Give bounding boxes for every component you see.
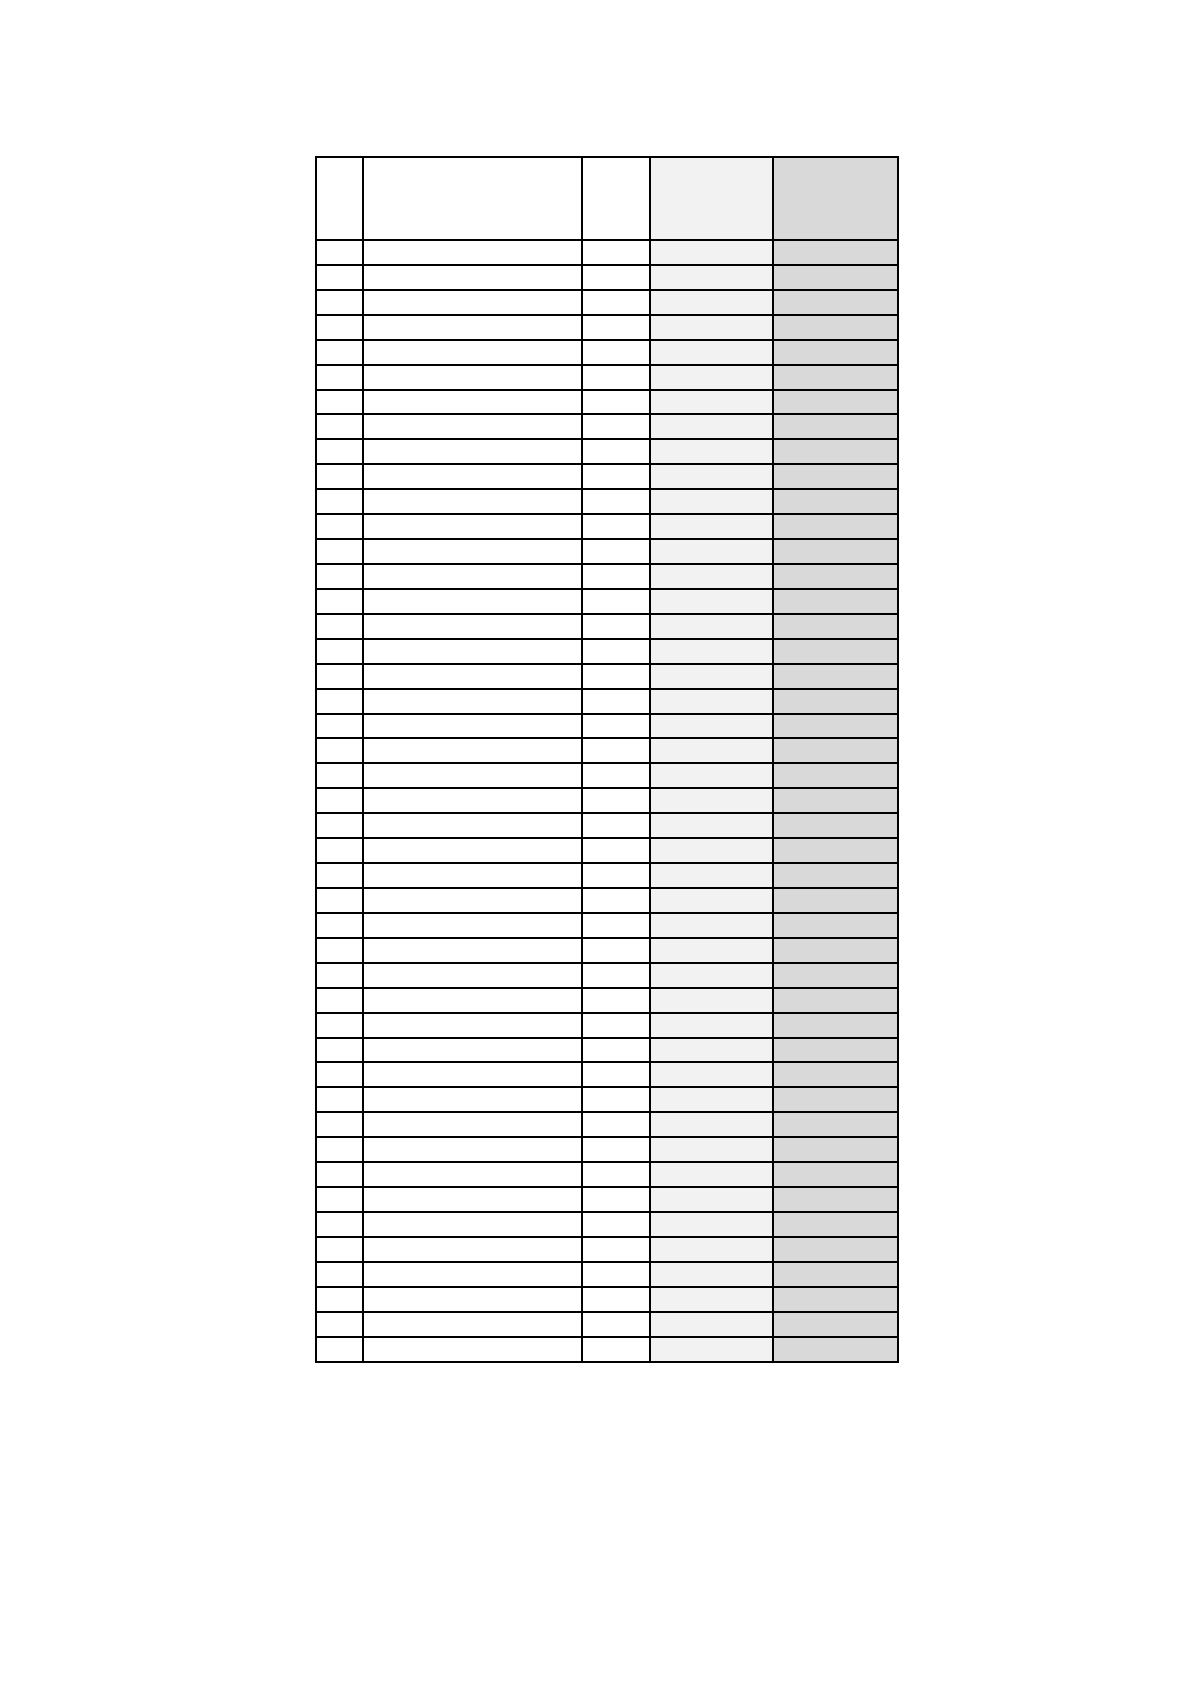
table-cell: [773, 589, 898, 614]
table-cell: [363, 664, 582, 689]
table-cell: [316, 1062, 363, 1087]
table-cell: [582, 290, 650, 315]
table-cell: [582, 838, 650, 863]
table-cell: [363, 863, 582, 888]
table-cell: [316, 1013, 363, 1038]
header-cell-2: [363, 157, 582, 240]
table-cell: [650, 514, 773, 539]
table-cell: [773, 938, 898, 963]
table-cell: [582, 489, 650, 514]
table-cell: [316, 913, 363, 938]
table-cell: [363, 988, 582, 1013]
table-cell: [363, 738, 582, 763]
table-row: [316, 1162, 898, 1187]
table-cell: [773, 664, 898, 689]
table-cell: [650, 1312, 773, 1337]
table-row: [316, 1062, 898, 1087]
table-row: [316, 813, 898, 838]
table-cell: [773, 1162, 898, 1187]
table-cell: [773, 988, 898, 1013]
table-cell: [582, 315, 650, 340]
table-row: [316, 664, 898, 689]
table-cell: [650, 240, 773, 265]
table-cell: [363, 390, 582, 415]
table-cell: [316, 1337, 363, 1362]
table-cell: [650, 1337, 773, 1362]
table-cell: [582, 614, 650, 639]
table-row: [316, 938, 898, 963]
table-cell: [582, 788, 650, 813]
table-cell: [650, 963, 773, 988]
table-cell: [582, 1013, 650, 1038]
table-cell: [650, 863, 773, 888]
table-cell: [363, 614, 582, 639]
blank-form-table: [315, 156, 899, 1363]
table-cell: [650, 788, 773, 813]
table-cell: [650, 614, 773, 639]
table-cell: [773, 614, 898, 639]
table-cell: [316, 614, 363, 639]
table-cell: [650, 1137, 773, 1162]
table-cell: [582, 738, 650, 763]
table-cell: [650, 290, 773, 315]
table-cell: [363, 689, 582, 714]
table-cell: [582, 689, 650, 714]
table-cell: [363, 1087, 582, 1112]
table-cell: [773, 1013, 898, 1038]
table-row: [316, 614, 898, 639]
table-cell: [773, 639, 898, 664]
table-row: [316, 1087, 898, 1112]
table-cell: [773, 514, 898, 539]
table-cell: [316, 813, 363, 838]
table-cell: [316, 414, 363, 439]
table-cell: [316, 1187, 363, 1212]
table-cell: [363, 240, 582, 265]
table-row: [316, 1038, 898, 1063]
table-cell: [582, 938, 650, 963]
table-cell: [363, 763, 582, 788]
table-row: [316, 714, 898, 739]
table-cell: [773, 888, 898, 913]
table-cell: [650, 1187, 773, 1212]
table-cell: [582, 963, 650, 988]
table-cell: [650, 838, 773, 863]
table-cell: [773, 788, 898, 813]
table-cell: [773, 340, 898, 365]
table-cell: [363, 589, 582, 614]
table-cell: [773, 290, 898, 315]
header-row: [316, 157, 898, 240]
table-cell: [363, 1187, 582, 1212]
table-cell: [363, 788, 582, 813]
table-cell: [582, 763, 650, 788]
table-cell: [773, 265, 898, 290]
table-cell: [773, 439, 898, 464]
table-row: [316, 315, 898, 340]
table-cell: [316, 763, 363, 788]
table-cell: [650, 763, 773, 788]
table-cell: [773, 1312, 898, 1337]
table-cell: [582, 1287, 650, 1312]
table-cell: [363, 340, 582, 365]
table-cell: [773, 1137, 898, 1162]
table-cell: [363, 938, 582, 963]
table-row: [316, 240, 898, 265]
table-row: [316, 290, 898, 315]
table-row: [316, 589, 898, 614]
table-cell: [650, 414, 773, 439]
table-row: [316, 439, 898, 464]
table-cell: [363, 414, 582, 439]
table-cell: [363, 963, 582, 988]
header-cell-3: [582, 157, 650, 240]
table-cell: [316, 1162, 363, 1187]
table-cell: [316, 439, 363, 464]
table-row: [316, 988, 898, 1013]
table-cell: [650, 988, 773, 1013]
table-cell: [650, 1013, 773, 1038]
table-cell: [582, 863, 650, 888]
table-cell: [650, 1112, 773, 1137]
table-cell: [582, 340, 650, 365]
table-cell: [650, 1262, 773, 1287]
table-cell: [650, 938, 773, 963]
table-cell: [316, 888, 363, 913]
table-cell: [650, 1162, 773, 1187]
table-cell: [363, 1312, 582, 1337]
table-row: [316, 1137, 898, 1162]
table-cell: [582, 1137, 650, 1162]
table-cell: [582, 888, 650, 913]
table-cell: [316, 1038, 363, 1063]
table-row: [316, 1187, 898, 1212]
table-cell: [650, 689, 773, 714]
table-cell: [773, 1187, 898, 1212]
table-cell: [650, 813, 773, 838]
table-cell: [582, 414, 650, 439]
table-cell: [316, 1312, 363, 1337]
table-row: [316, 1112, 898, 1137]
table-cell: [316, 315, 363, 340]
table-cell: [363, 1137, 582, 1162]
table-cell: [363, 639, 582, 664]
table-cell: [316, 788, 363, 813]
table-cell: [316, 1212, 363, 1237]
table-cell: [316, 689, 363, 714]
table-cell: [363, 290, 582, 315]
table-cell: [773, 390, 898, 415]
table-cell: [582, 1262, 650, 1287]
table-cell: [316, 390, 363, 415]
table-cell: [363, 1038, 582, 1063]
table-row: [316, 639, 898, 664]
table-cell: [650, 1212, 773, 1237]
table-cell: [363, 539, 582, 564]
table-cell: [773, 464, 898, 489]
table-cell: [316, 1287, 363, 1312]
table-row: [316, 464, 898, 489]
table-row: [316, 340, 898, 365]
table-cell: [773, 315, 898, 340]
table-cell: [316, 240, 363, 265]
table-header: [316, 157, 898, 240]
table-cell: [773, 489, 898, 514]
table-cell: [582, 1162, 650, 1187]
table-row: [316, 1212, 898, 1237]
table-body: [316, 240, 898, 1362]
table-cell: [363, 1337, 582, 1362]
table-cell: [582, 1112, 650, 1137]
table-cell: [316, 988, 363, 1013]
table-cell: [650, 439, 773, 464]
table-cell: [363, 1013, 582, 1038]
table-cell: [316, 1237, 363, 1262]
table-cell: [363, 464, 582, 489]
table-row: [316, 539, 898, 564]
table-cell: [773, 1087, 898, 1112]
table-cell: [582, 1062, 650, 1087]
table-cell: [316, 863, 363, 888]
table-cell: [363, 1237, 582, 1262]
table-row: [316, 1287, 898, 1312]
table-cell: [582, 365, 650, 390]
table-row: [316, 414, 898, 439]
table-cell: [650, 464, 773, 489]
table-cell: [316, 564, 363, 589]
table-cell: [363, 439, 582, 464]
table-cell: [316, 589, 363, 614]
table-row: [316, 763, 898, 788]
table-cell: [773, 414, 898, 439]
table-cell: [650, 738, 773, 763]
table-cell: [316, 514, 363, 539]
table-row: [316, 564, 898, 589]
header-cell-4: [650, 157, 773, 240]
table-cell: [582, 265, 650, 290]
table-cell: [582, 714, 650, 739]
table-cell: [582, 1187, 650, 1212]
table-cell: [773, 763, 898, 788]
table-cell: [316, 340, 363, 365]
table-row: [316, 963, 898, 988]
table-cell: [363, 1162, 582, 1187]
table-cell: [582, 589, 650, 614]
table-cell: [773, 1062, 898, 1087]
table-cell: [363, 913, 582, 938]
table-cell: [650, 1237, 773, 1262]
table-cell: [316, 1137, 363, 1162]
table-row: [316, 788, 898, 813]
table-cell: [363, 1262, 582, 1287]
table-cell: [773, 1262, 898, 1287]
header-cell-5: [773, 157, 898, 240]
table-cell: [650, 539, 773, 564]
table-cell: [582, 1237, 650, 1262]
table-row: [316, 489, 898, 514]
table-cell: [773, 1038, 898, 1063]
table-cell: [650, 1287, 773, 1312]
table-cell: [582, 639, 650, 664]
table-cell: [582, 240, 650, 265]
table-cell: [363, 888, 582, 913]
table-cell: [582, 1212, 650, 1237]
table-cell: [316, 1112, 363, 1137]
table-cell: [582, 1312, 650, 1337]
table-cell: [316, 290, 363, 315]
table-row: [316, 913, 898, 938]
table-cell: [582, 439, 650, 464]
table-cell: [650, 564, 773, 589]
table-cell: [773, 1337, 898, 1362]
table-cell: [363, 315, 582, 340]
table-cell: [363, 1212, 582, 1237]
table-cell: [650, 340, 773, 365]
table-cell: [363, 564, 582, 589]
table-cell: [650, 714, 773, 739]
table-cell: [650, 913, 773, 938]
table-cell: [363, 1112, 582, 1137]
table-cell: [650, 664, 773, 689]
table-cell: [316, 539, 363, 564]
table-cell: [650, 589, 773, 614]
table-row: [316, 738, 898, 763]
table-row: [316, 863, 898, 888]
table-row: [316, 1237, 898, 1262]
table-row: [316, 1013, 898, 1038]
table-cell: [773, 714, 898, 739]
table-cell: [316, 714, 363, 739]
table-cell: [773, 813, 898, 838]
table-cell: [650, 1087, 773, 1112]
table-row: [316, 1312, 898, 1337]
table-cell: [316, 265, 363, 290]
table-cell: [773, 863, 898, 888]
table-cell: [773, 365, 898, 390]
table-cell: [773, 963, 898, 988]
table-cell: [650, 639, 773, 664]
table-cell: [582, 390, 650, 415]
table-cell: [316, 963, 363, 988]
table-row: [316, 838, 898, 863]
table-cell: [582, 813, 650, 838]
table-cell: [363, 365, 582, 390]
table-cell: [650, 315, 773, 340]
table-cell: [650, 1062, 773, 1087]
table-cell: [316, 464, 363, 489]
table-cell: [363, 489, 582, 514]
table-row: [316, 1262, 898, 1287]
table-cell: [582, 1038, 650, 1063]
table-cell: [316, 639, 363, 664]
table-row: [316, 689, 898, 714]
table-cell: [582, 1087, 650, 1112]
table-cell: [582, 1337, 650, 1362]
table-cell: [773, 1237, 898, 1262]
table-cell: [582, 564, 650, 589]
table-cell: [363, 714, 582, 739]
table-cell: [316, 838, 363, 863]
table-cell: [316, 1087, 363, 1112]
table-cell: [316, 1262, 363, 1287]
header-cell-1: [316, 157, 363, 240]
table-row: [316, 514, 898, 539]
table-cell: [773, 564, 898, 589]
table-cell: [773, 1212, 898, 1237]
table-cell: [316, 365, 363, 390]
table-cell: [582, 539, 650, 564]
table-cell: [773, 738, 898, 763]
table-cell: [773, 539, 898, 564]
table-cell: [773, 240, 898, 265]
table-cell: [316, 489, 363, 514]
table-cell: [316, 664, 363, 689]
table-cell: [773, 689, 898, 714]
table-cell: [363, 838, 582, 863]
table-row: [316, 265, 898, 290]
table-cell: [582, 988, 650, 1013]
table-cell: [316, 738, 363, 763]
table-row: [316, 365, 898, 390]
table-cell: [363, 1287, 582, 1312]
table-cell: [650, 365, 773, 390]
table-cell: [582, 664, 650, 689]
table-cell: [773, 838, 898, 863]
table-cell: [582, 464, 650, 489]
table-row: [316, 888, 898, 913]
table-row: [316, 390, 898, 415]
table-cell: [363, 265, 582, 290]
table-cell: [363, 813, 582, 838]
table-cell: [650, 265, 773, 290]
table-cell: [773, 913, 898, 938]
table-cell: [582, 913, 650, 938]
table-cell: [582, 514, 650, 539]
table-row: [316, 1337, 898, 1362]
table-cell: [363, 1062, 582, 1087]
table-cell: [363, 514, 582, 539]
table-cell: [650, 390, 773, 415]
table-cell: [316, 938, 363, 963]
table-cell: [650, 888, 773, 913]
table-cell: [650, 1038, 773, 1063]
table-cell: [650, 489, 773, 514]
table-cell: [773, 1287, 898, 1312]
table-cell: [773, 1112, 898, 1137]
